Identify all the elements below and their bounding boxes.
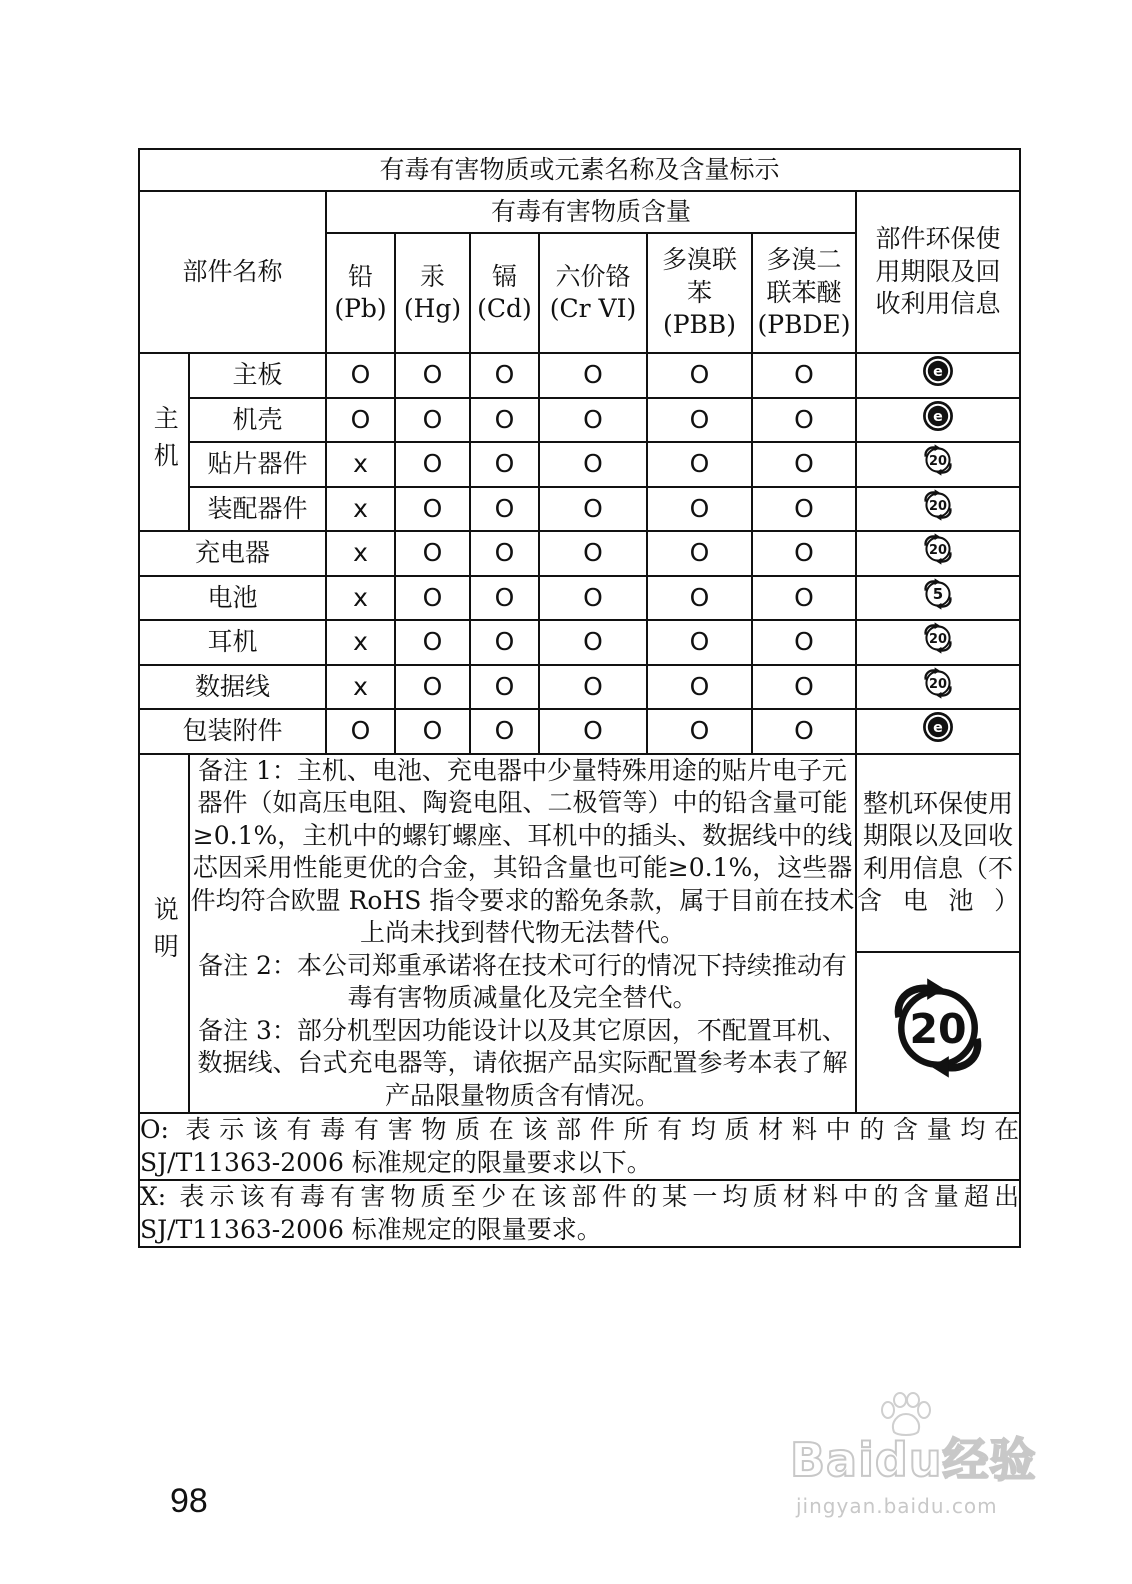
substance-mark: O xyxy=(647,620,752,665)
table-row xyxy=(139,576,1020,621)
substance-mark: O xyxy=(647,442,752,487)
table-row xyxy=(139,398,1020,443)
env-badge xyxy=(856,709,1020,754)
legend-x-line1: X: 表示该有毒有害物质至少在该部件的某一均质材料中的含量超出 xyxy=(140,1182,1020,1211)
svg-text:20: 20 xyxy=(929,453,948,469)
eco-e-icon xyxy=(921,710,955,753)
substance-mark: O xyxy=(470,398,539,443)
substance-mark: O xyxy=(470,531,539,576)
eco-e-icon xyxy=(921,399,955,442)
substance-mark: O xyxy=(539,398,647,443)
header-substance-0 xyxy=(326,233,395,353)
legend-o-line1: O: 表示该有毒有害物质在该部件所有均质材料中的含量均在 xyxy=(140,1115,1020,1144)
note-3: 备注 3：部分机型因功能设计以及其它原因，不配置耳机、数据线、台式充电器等，请依据产品实际配置参考本表了解产品限量物质含有情况。 xyxy=(197,1015,848,1110)
part-name: 贴片器件 xyxy=(189,442,326,487)
substance-mark: O xyxy=(752,665,856,710)
substance-mark: O xyxy=(395,531,470,576)
substance-mark: O xyxy=(752,353,856,398)
header-substance-5 xyxy=(752,233,856,353)
env-period-20-icon xyxy=(921,443,955,486)
substance-mark: O xyxy=(395,398,470,443)
substance-mark: O xyxy=(326,398,395,443)
svg-text:e: e xyxy=(933,408,943,425)
svg-text:20: 20 xyxy=(929,498,948,514)
svg-text:20: 20 xyxy=(929,631,948,647)
substance-name: 镉 xyxy=(491,261,517,291)
substance-mark: O xyxy=(395,709,470,754)
substance-mark: O xyxy=(752,620,856,665)
substance-mark: O xyxy=(752,487,856,532)
substance-mark: O xyxy=(395,353,470,398)
env-period-20-icon xyxy=(921,666,955,709)
substance-mark: O xyxy=(647,398,752,443)
substance-mark: O xyxy=(395,487,470,532)
substance-mark: O xyxy=(647,353,752,398)
substance-mark: O xyxy=(539,620,647,665)
legend-o xyxy=(139,1113,1020,1180)
part-name: 包装附件 xyxy=(139,709,326,754)
env-period-20-icon xyxy=(921,488,955,531)
watermark-brand: Baidu经验 xyxy=(790,1433,1037,1487)
substance-mark: O xyxy=(539,353,647,398)
table-row xyxy=(139,442,1020,487)
part-name: 耳机 xyxy=(139,620,326,665)
substance-name: 六价铬 xyxy=(555,261,631,291)
substance-mark: O xyxy=(647,576,752,621)
env-period-20-icon xyxy=(921,621,955,664)
table-title: 有毒有害物质或元素名称及含量标示 xyxy=(139,149,1020,191)
substance-mark: O xyxy=(395,665,470,710)
header-substances-group: 有毒有害物质含量 xyxy=(326,191,856,233)
substance-mark: O xyxy=(647,531,752,576)
hazardous-substances-table xyxy=(138,148,1021,1248)
substance-mark: x xyxy=(326,665,395,710)
notes-label xyxy=(139,754,189,1114)
svg-text:20: 20 xyxy=(929,542,948,558)
substance-mark: x xyxy=(326,442,395,487)
part-name: 主板 xyxy=(189,353,326,398)
host-group-label xyxy=(139,353,189,531)
substance-formula: (Cr VI) xyxy=(549,294,637,323)
substance-mark: O xyxy=(752,442,856,487)
substance-mark: O xyxy=(752,531,856,576)
substance-name: 汞 xyxy=(419,261,445,291)
substance-mark: x xyxy=(326,487,395,532)
host-group-text: 主机 xyxy=(150,405,180,479)
substance-mark: O xyxy=(470,442,539,487)
env-badge xyxy=(856,442,1020,487)
substance-name: 铅 xyxy=(347,261,373,291)
substance-mark: O xyxy=(470,620,539,665)
substance-mark: O xyxy=(647,487,752,532)
substance-mark: O xyxy=(647,665,752,710)
header-substance-4 xyxy=(647,233,752,353)
note-2: 备注 2：本公司郑重承诺将在技术可行的情况下持续推动有毒有害物质减量化及完全替代。 xyxy=(198,950,847,1012)
part-name: 数据线 xyxy=(139,665,326,710)
table-row xyxy=(139,487,1020,532)
svg-text:e: e xyxy=(933,363,943,380)
env-badge xyxy=(856,487,1020,532)
watermark-url: jingyan.baidu.com xyxy=(796,1494,998,1518)
env-badge xyxy=(856,620,1020,665)
env-badge xyxy=(856,576,1020,621)
substance-mark: O xyxy=(470,665,539,710)
env-note: 整机环保使用期限以及回收利用信息（不含电池） xyxy=(856,754,1020,952)
substance-mark: x xyxy=(326,576,395,621)
substance-mark: O xyxy=(752,576,856,621)
env-period-20-icon xyxy=(921,532,955,575)
substance-mark: O xyxy=(539,665,647,710)
svg-text:e: e xyxy=(933,719,943,736)
substance-mark: O xyxy=(395,442,470,487)
substance-formula: (PBB) xyxy=(662,310,737,340)
substance-mark: O xyxy=(470,353,539,398)
env-badge-cell xyxy=(856,952,1020,1114)
table-row xyxy=(139,531,1020,576)
substance-formula: (Cd) xyxy=(477,294,532,323)
substance-mark: O xyxy=(539,442,647,487)
substance-formula: (Pb) xyxy=(334,294,387,323)
part-name: 电池 xyxy=(139,576,326,621)
svg-text:20: 20 xyxy=(929,676,948,692)
env-badge xyxy=(856,398,1020,443)
substance-name: 多溴二联苯醚 xyxy=(766,245,842,307)
legend-x xyxy=(139,1180,1020,1247)
page-number: 98 xyxy=(170,1482,208,1520)
substance-mark: O xyxy=(470,487,539,532)
substance-mark: O xyxy=(647,709,752,754)
header-env-period-text: 部件环保使用期限及回收利用信息 xyxy=(875,224,1001,319)
substance-mark: O xyxy=(539,709,647,754)
substance-mark: O xyxy=(752,709,856,754)
substance-mark: O xyxy=(395,620,470,665)
substance-mark: O xyxy=(539,531,647,576)
substance-mark: O xyxy=(752,398,856,443)
header-substance-3 xyxy=(539,233,647,353)
substance-mark: O xyxy=(539,576,647,621)
substance-name: 多溴联苯 xyxy=(661,245,737,307)
substance-mark: x xyxy=(326,620,395,665)
env-badge xyxy=(856,353,1020,398)
substance-mark: O xyxy=(326,353,395,398)
env-period-5-icon xyxy=(921,577,955,620)
part-name: 充电器 xyxy=(139,531,326,576)
part-name: 机壳 xyxy=(189,398,326,443)
header-part-name: 部件名称 xyxy=(139,191,326,353)
env-badge xyxy=(856,665,1020,710)
baidu-watermark xyxy=(790,1392,1060,1542)
table-row xyxy=(139,353,1020,398)
eco-e-icon xyxy=(921,354,955,397)
substance-mark: O xyxy=(395,576,470,621)
substance-mark: O xyxy=(539,487,647,532)
notes-label-text: 说明 xyxy=(150,896,180,971)
env-badge xyxy=(856,531,1020,576)
table-row xyxy=(139,709,1020,754)
legend-x-line2: SJ/T11363-2006 标准规定的限量要求。 xyxy=(140,1214,602,1244)
part-name: 装配器件 xyxy=(189,487,326,532)
substance-formula: (PBDE) xyxy=(757,310,851,340)
env-period-20-icon xyxy=(884,974,992,1091)
header-substance-2 xyxy=(470,233,539,353)
notes-block xyxy=(189,754,856,1114)
svg-text:5: 5 xyxy=(932,584,944,603)
note-1: 备注 1：主机、电池、充电器中少量特殊用途的贴片电子元器件（如高压电阻、陶瓷电阻、二极管等）中的铅含量可能≥0.1%，主机中的螺钉螺座、耳机中的插头、数据线中的线芯因采用性能更优的合金，其铅含量也可能≥0.1%，这些器件均符合欧盟 RoHS 指令要求的豁免条款，属于目前在技术上尚未找到替代物无法替代。 xyxy=(190,755,855,947)
table-row xyxy=(139,665,1020,710)
svg-text:20: 20 xyxy=(909,1005,967,1054)
table-row xyxy=(139,620,1020,665)
substance-mark: x xyxy=(326,531,395,576)
header-env-period xyxy=(856,191,1020,353)
legend-o-line2: SJ/T11363-2006 标准规定的限量要求以下。 xyxy=(140,1147,652,1177)
substance-mark: O xyxy=(470,576,539,621)
header-substance-1 xyxy=(395,233,470,353)
substance-mark: O xyxy=(470,709,539,754)
substance-mark: O xyxy=(326,709,395,754)
substance-formula: (Hg) xyxy=(403,294,462,323)
